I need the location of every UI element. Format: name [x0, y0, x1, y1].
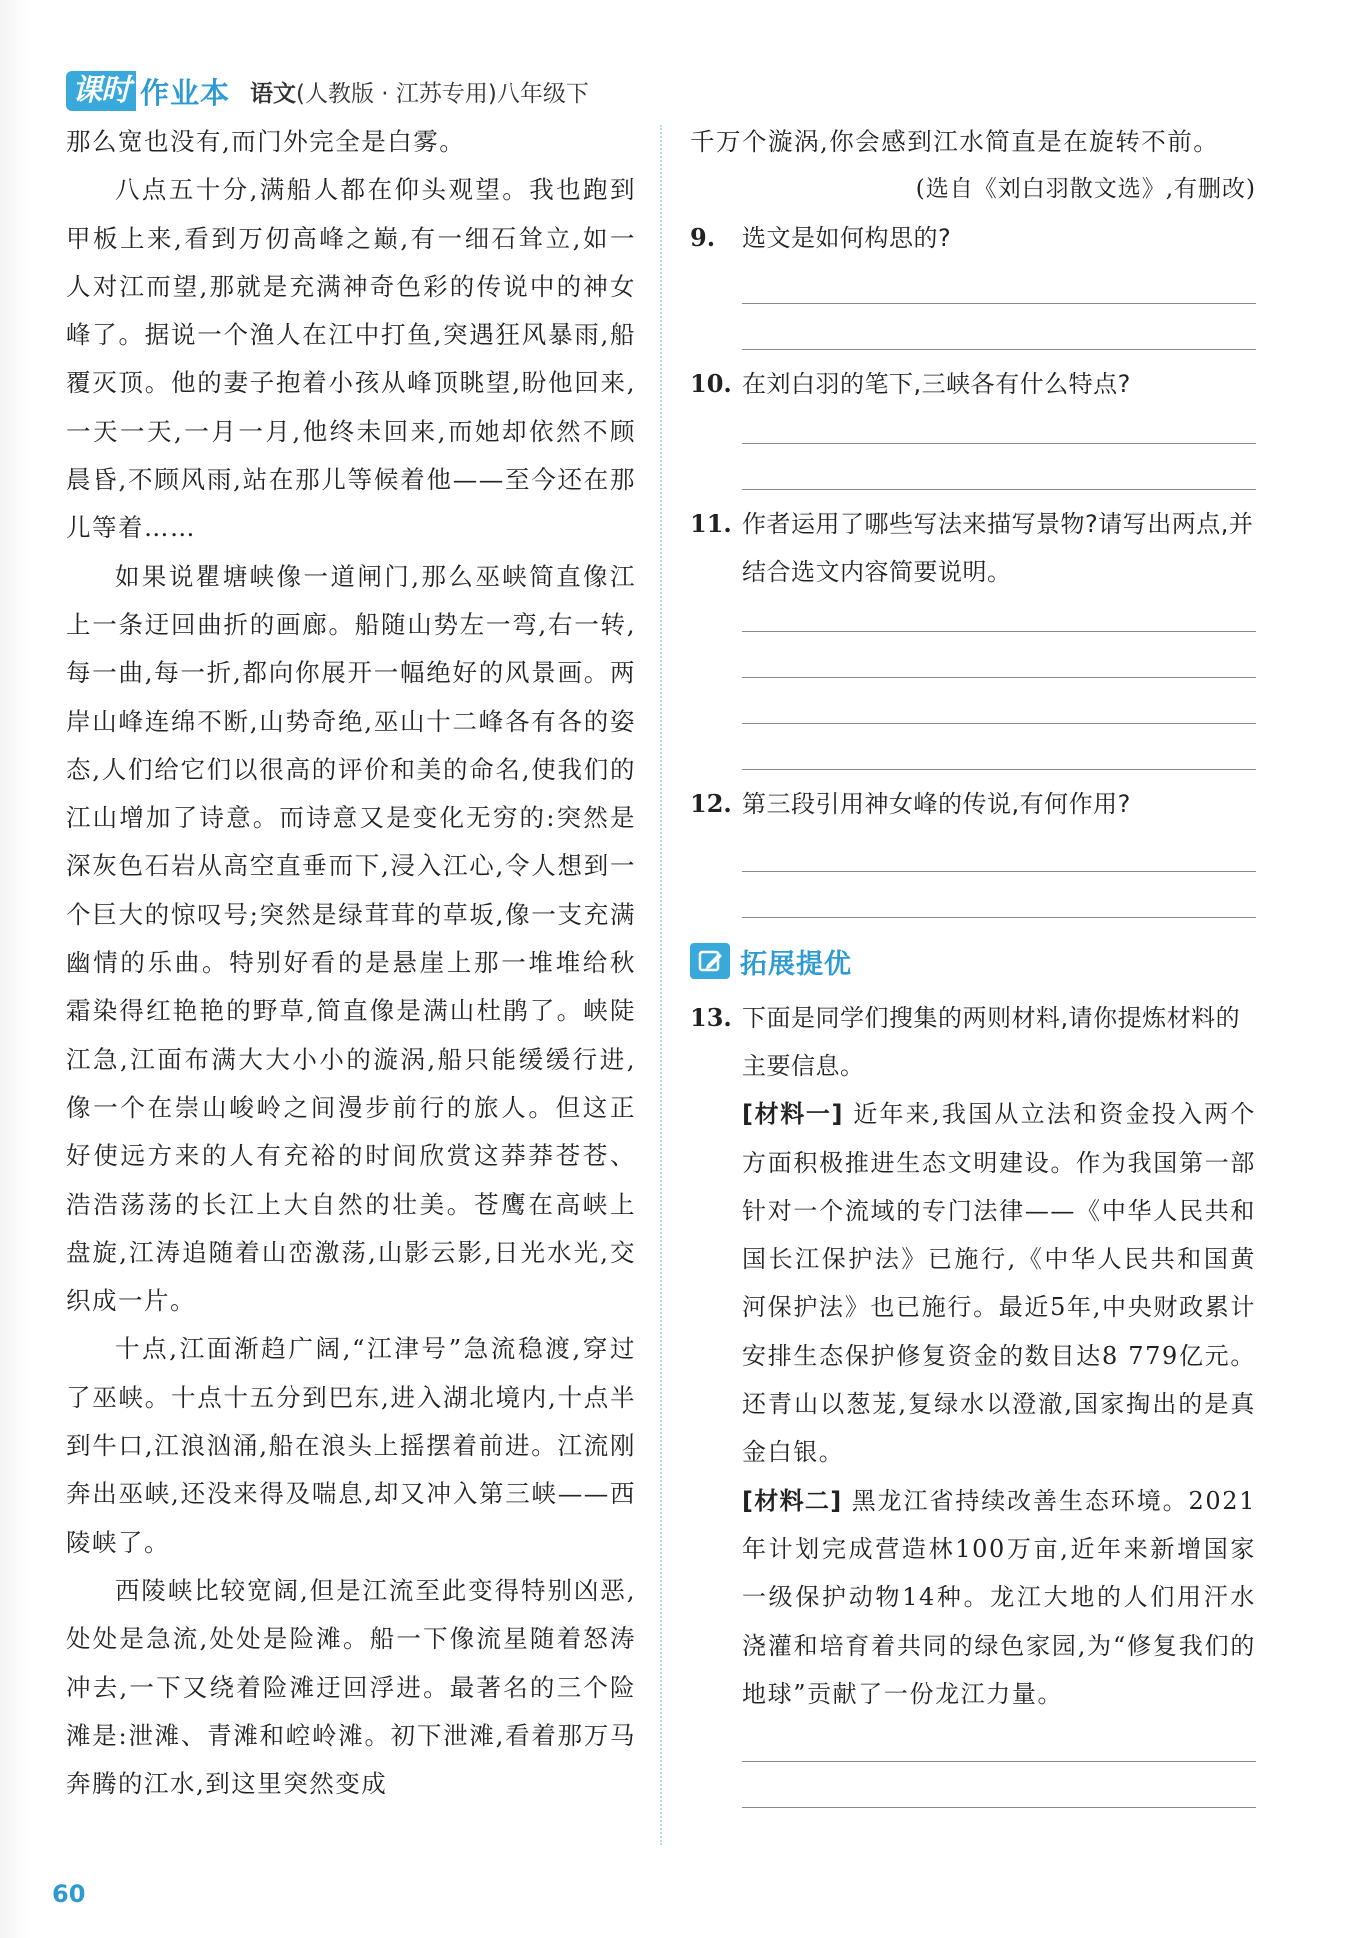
page-header: [66, 70, 589, 112]
section-title: 拓展提优: [740, 948, 852, 980]
question-text: 作者运用了哪些写法来描写景物?请写出两点,并结合选文内容简要说明。: [742, 510, 1254, 587]
answer-line[interactable]: [742, 724, 1256, 770]
answer-line[interactable]: [742, 1718, 1256, 1762]
answer-line[interactable]: [742, 596, 1256, 632]
answer-line[interactable]: [742, 408, 1256, 444]
question-text: 在刘白羽的笔下,三峡各有什么特点?: [742, 370, 1131, 399]
question-number: 11.: [690, 509, 732, 539]
question-text: 选文是如何构思的?: [742, 224, 952, 253]
reading-paragraph: 那么宽也没有,而门外完全是白雾。: [66, 127, 466, 156]
answer-line[interactable]: [742, 872, 1256, 918]
reading-continuation: 千万个漩涡,你会感到江水简直是在旋转不前。: [690, 127, 1220, 156]
answer-line[interactable]: [742, 444, 1256, 490]
edition-label: (人教版 · 江苏专用)八年级下: [296, 80, 589, 107]
question-9: [690, 214, 1256, 350]
answer-line[interactable]: [742, 828, 1256, 872]
material-text: 黑龙江省持续改善生态环境。2021年计划完成营造林100万亩,近年来新增国家一级保护动物14种。龙江大地的人们用汗水浇灌和培育着共同的绿色家园,为“修复我们的地球”贡献了一份龙江力量。: [742, 1486, 1257, 1708]
question-11: [690, 500, 1256, 770]
question-number: 13.: [690, 1003, 732, 1033]
reading-paragraph: 八点五十分,满船人都在仰头观望。我也跑到甲板上来,看到万仞高峰之巅,有一细石耸立,如一人对江而望,那就是充满神奇色彩的传说中的神女峰了。据说一个渔人在江中打鱼,突遇狂风暴雨,船覆灭顶。他的妻子抱着小孩从峰顶眺望,盼他回来,一天一天,一月一月,他终未回来,而她却依然不顾晨昏,不顾风雨,站在那儿等候着他——至今还在那儿等着……: [66, 175, 636, 543]
question-13: [690, 994, 1256, 1808]
question-text: 下面是同学们搜集的两则材料,请你提炼材料的主要信息。: [742, 1004, 1241, 1081]
material-one: [742, 1090, 1256, 1476]
section-heading: [690, 936, 1256, 986]
answer-line[interactable]: [742, 262, 1256, 304]
material-two: [742, 1477, 1256, 1718]
question-10: [690, 360, 1256, 490]
material-label: [材料二]: [742, 1486, 843, 1515]
logo-text: 作业本: [140, 75, 231, 110]
material-text: 近年来,我国从立法和资金投入两个方面积极推进生态文明建设。作为我国第一部针对一个流域的专门法律——《中华人民共和国长江保护法》已施行,《中华人民共和国黄河保护法》也已施行。最近5年,中央财政累计安排生态保护修复资金的数目达8 779亿元。还青山以葱茏,复绿水以澄澈,国家掏出的是真金白银。: [742, 1100, 1257, 1467]
right-column: [690, 118, 1256, 1808]
brand-logo: [66, 71, 230, 111]
subject-name: 语文: [250, 80, 297, 107]
question-12: [690, 780, 1256, 918]
logo-mark: 课时: [66, 71, 136, 111]
subject-label: [250, 75, 589, 108]
reading-paragraph: 十点,江面渐趋广阔,“江津号”急流稳渡,穿过了巫峡。十点十五分到巴东,进入湖北境内,十点半到牛口,江浪汹涌,船在浪头上摇摆着前进。江流刚奔出巫峡,还没来得及喘息,却又冲入第三峡——西陵峡了。: [66, 1334, 636, 1557]
reading-paragraph: 西陵峡比较宽阔,但是江流至此变得特别凶恶,处处是急流,处处是险滩。船一下像流星随着怒涛冲去,一下又绕着险滩迂回浮进。最著名的三个险滩是:泄滩、青滩和崆岭滩。初下泄滩,看着那万马奔腾的江水,到这里突然变成: [66, 1575, 636, 1799]
question-number: 10.: [690, 369, 732, 399]
question-number: 12.: [690, 789, 732, 819]
answer-line[interactable]: [742, 1762, 1256, 1808]
reading-paragraph: 如果说瞿塘峡像一道闸门,那么巫峡简直像江上一条迂回曲折的画廊。船随山势左一弯,右一转,每一曲,每一折,都向你展开一幅绝好的风景画。两岸山峰连绵不断,山势奇绝,巫山十二峰各有各的姿态,人们给它们以很高的评价和美的命名,使我们的江山增加了诗意。而诗意又是变化无穷的:突然是深灰色石岩从高空直垂而下,浸入江心,令人想到一个巨大的惊叹号;突然是绿茸茸的草坂,像一支充满幽情的乐曲。特别好看的是悬崖上那一堆堆给秋霜染得红艳艳的野草,简直像是满山杜鹃了。峡陡江急,江面布满大大小小的漩涡,船只能缓缓行进,像一个在崇山峻岭之间漫步前行的旅人。但这正好使远方来的人有充裕的时间欣赏这莽莽苍苍、浩浩荡荡的长江上大自然的壮美。苍鹰在高峡上盘旋,江涛追随着山峦激荡,山影云影,日光水光,交织成一片。: [66, 561, 636, 1316]
material-label: [材料一]: [742, 1100, 844, 1129]
answer-line[interactable]: [742, 632, 1256, 678]
source-citation: (选自《刘白羽散文选》,有删改): [915, 176, 1256, 203]
question-number: 9.: [690, 223, 716, 253]
pencil-note-icon: [690, 943, 730, 979]
column-divider: [660, 125, 662, 1845]
answer-line[interactable]: [742, 678, 1256, 724]
question-text: 第三段引用神女峰的传说,有何作用?: [742, 790, 1131, 819]
left-column: [66, 118, 636, 1808]
answer-line[interactable]: [742, 304, 1256, 350]
page-number: 60: [52, 1880, 86, 1908]
